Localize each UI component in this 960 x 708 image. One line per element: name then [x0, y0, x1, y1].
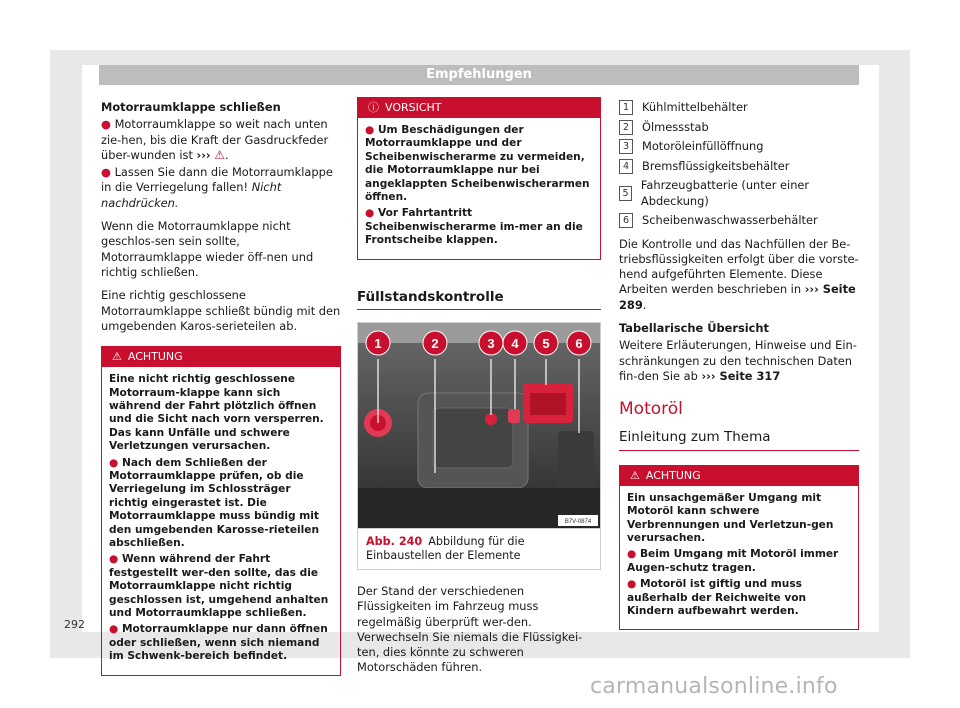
- item-label: Ölmessstab: [642, 119, 709, 134]
- bullet-icon: ●: [627, 548, 637, 561]
- page-header: Empfehlungen: [99, 65, 859, 85]
- bullet-icon: ●: [365, 124, 375, 136]
- paragraph: Eine richtig geschlossene Motorraumklappe schließt bündig mit den umgebenden Karos-serieteilen ab.: [101, 288, 341, 333]
- bullet-item: [101, 165, 341, 211]
- callout-6: [567, 331, 591, 355]
- warning-box-body: [620, 486, 858, 630]
- callout-4: [503, 331, 527, 355]
- item-label: Motoröleinfüllöffnung: [642, 139, 764, 154]
- warning-intro: Eine nicht richtig geschlossene Motorraum-klappe kann sich während der Fahrt plötzlich öffnen und die Sicht nach vorn versperren. Das kann Unfälle und schwere Verletzungen verursachen.: [109, 373, 324, 453]
- warning-triangle-icon: ⚠: [112, 350, 122, 364]
- caution-item: [365, 207, 590, 247]
- figure-label: Abb. 240: [366, 534, 423, 548]
- svg-text:3: 3: [487, 335, 495, 351]
- sub-heading: Tabellarische Übersicht: [619, 321, 769, 336]
- item-label: Kühlmittelbehälter: [642, 100, 748, 114]
- paragraph: Der Stand der verschiedenen Flüssigkeiten im Fahrzeug muss regelmäßig überprüft wer-den. Verwechseln Sie niemals die Flüssigkei-ten, dies könnte zu schweren Motorschäden führen.: [357, 583, 583, 675]
- warning-item-text: Motorraumklappe nur dann öffnen oder schließen, wenn sich niemand im Schwenk-bereich befindet.: [109, 623, 328, 663]
- column-right: [619, 100, 859, 630]
- warning-item: [109, 457, 330, 551]
- chapter-title: Motoröl: [619, 399, 683, 420]
- caution-item: [365, 124, 590, 204]
- warning-box-body: [102, 367, 340, 675]
- bullet-icon: ●: [109, 456, 119, 469]
- cross-reference[interactable]: ››› Seite 317: [701, 368, 781, 383]
- bullet-emphasis: Nicht nachdrücken.: [101, 180, 282, 210]
- engine-bay-figure: [357, 322, 601, 529]
- component-list: [619, 100, 859, 229]
- warning-item: [109, 623, 330, 663]
- warning-box: [619, 465, 859, 631]
- warning-box-header: [620, 466, 858, 486]
- warning-title: ACHTUNG: [645, 468, 701, 482]
- bullet-item: [101, 117, 341, 163]
- item-label: Scheibenwaschwasserbehälter: [642, 213, 818, 228]
- bullet-icon: ●: [109, 623, 119, 636]
- item-number: 6: [619, 213, 633, 228]
- caution-item-text: Vor Fahrtantritt Scheibenwischerarme im-mer an die Frontscheibe klappen.: [365, 207, 583, 247]
- punctuation: .: [225, 147, 229, 162]
- warning-item-text: Nach dem Schließen der Motorraumklappe prüfen, ob die Verriegelung im Schlossträger richtig eingerastet ist. Die Motorraumklappe muss bündig mit den umgebenden Karosse-rieteilen abschließen.: [109, 456, 319, 550]
- cross-reference[interactable]: ››› Seite 289: [619, 282, 856, 312]
- paragraph-text: Weitere Erläuterungen, Hinweise und Ein-schränkungen zu den technischen Daten fin-den Sie ab: [619, 338, 857, 383]
- bullet-icon: ●: [627, 578, 637, 591]
- warning-title: ACHTUNG: [127, 350, 183, 364]
- callout-1: [366, 331, 390, 355]
- warning-item: [109, 553, 330, 620]
- bullet-icon: ●: [109, 553, 119, 566]
- item-number: 3: [619, 139, 633, 154]
- warning-intro: Ein unsachgemäßer Umgang mit Motoröl kann schwere Verbrennungen und Verletzun-gen verursachen.: [627, 491, 834, 545]
- warning-box-header: [102, 347, 340, 367]
- warning-item: [627, 578, 848, 618]
- info-circle-icon: ⓘ: [368, 101, 379, 114]
- paragraph: Wenn die Motorraumklappe nicht geschlos-sen sein sollte, Motorraumklappe wieder öff-nen und richtig schließen.: [101, 219, 314, 279]
- engine-bay-illustration: [358, 323, 600, 528]
- caution-title: VORSICHT: [385, 101, 442, 114]
- svg-text:2: 2: [431, 335, 439, 351]
- bullet-text: Motorraumklappe so weit nach unten zie-hen, bis die Kraft der Gasdruckfeder über-wunden ist: [101, 117, 329, 162]
- callout-3: [479, 331, 503, 355]
- column-left: [101, 100, 341, 676]
- caution-box-header: [358, 98, 600, 118]
- item-number: 2: [619, 120, 633, 135]
- svg-text:4: 4: [511, 335, 519, 351]
- bullet-text: Lassen Sie dann die Motorraumklappe in die Verriegelung fallen!: [101, 165, 333, 195]
- callout-5: [534, 331, 558, 355]
- list-item: [619, 213, 859, 228]
- warning-item-text: Motoröl ist giftig und muss außerhalb der Reichweite von Kindern aufbewahrt werden.: [627, 578, 807, 618]
- section-heading: Motorraumklappe schließen: [101, 100, 281, 114]
- list-item: [619, 178, 859, 209]
- list-item: [619, 100, 859, 115]
- bullet-icon: ●: [101, 117, 111, 132]
- svg-text:5: 5: [542, 335, 550, 351]
- warning-item: [627, 548, 848, 575]
- column-middle: [357, 97, 601, 684]
- warning-triangle-icon: ⚠: [214, 147, 226, 162]
- list-item: [619, 159, 859, 174]
- caution-box: [357, 97, 601, 260]
- paragraph-text: Die Kontrolle und das Nachfüllen der Be-triebsflüssigkeiten erfolgt über die vorste-hend aufgeführten Elemente. Diese Arbeiten werden beschrieben in: [619, 236, 859, 297]
- warning-item-text: Beim Umgang mit Motoröl immer Augen-schutz tragen.: [627, 548, 839, 574]
- item-number: 1: [619, 100, 633, 115]
- list-item: [619, 139, 859, 154]
- item-label: Fahrzeugbatterie (unter einer Abdeckung): [640, 178, 810, 208]
- punctuation: .: [642, 297, 647, 312]
- svg-text:1: 1: [374, 335, 382, 351]
- figure-code: B7V-0874: [564, 518, 592, 525]
- bullet-icon: ●: [365, 207, 375, 220]
- chapter-subtitle: Einleitung zum Thema: [619, 430, 859, 451]
- item-number: 5: [619, 186, 632, 201]
- list-item: [619, 120, 859, 135]
- page-number: 292: [64, 618, 85, 631]
- item-number: 4: [619, 159, 633, 174]
- figure-caption-text: Abbildung für die Einbaustellen der Elemente: [366, 534, 525, 562]
- bullet-icon: ●: [101, 165, 111, 180]
- paragraph: [619, 338, 859, 384]
- caution-item-text: Um Beschädigungen der Motorraumklappe und der Scheibenwischerarme zu vermeiden, die Motorraumklappe nur bei angeklappten Scheibenwischerarmen öffnen.: [365, 124, 590, 204]
- watermark: carmanualsonline.info: [590, 674, 838, 699]
- callout-2: [423, 331, 447, 355]
- cross-reference[interactable]: ›››: [196, 147, 211, 162]
- figure-caption: [357, 529, 601, 570]
- svg-text:6: 6: [575, 335, 583, 351]
- warning-box: [101, 346, 341, 676]
- paragraph: [619, 237, 859, 313]
- warning-triangle-icon: ⚠: [630, 468, 640, 482]
- caution-box-body: [358, 118, 600, 259]
- item-label: Bremsflüssigkeitsbehälter: [642, 158, 790, 173]
- section-title: Füllstandskontrolle: [357, 290, 601, 310]
- warning-item-text: Wenn während der Fahrt festgestellt wer-den sollte, das die Motorraumklappe nicht richtig geschlossen ist, umgehend anhalten und Motorraumklappe schließen.: [109, 553, 329, 620]
